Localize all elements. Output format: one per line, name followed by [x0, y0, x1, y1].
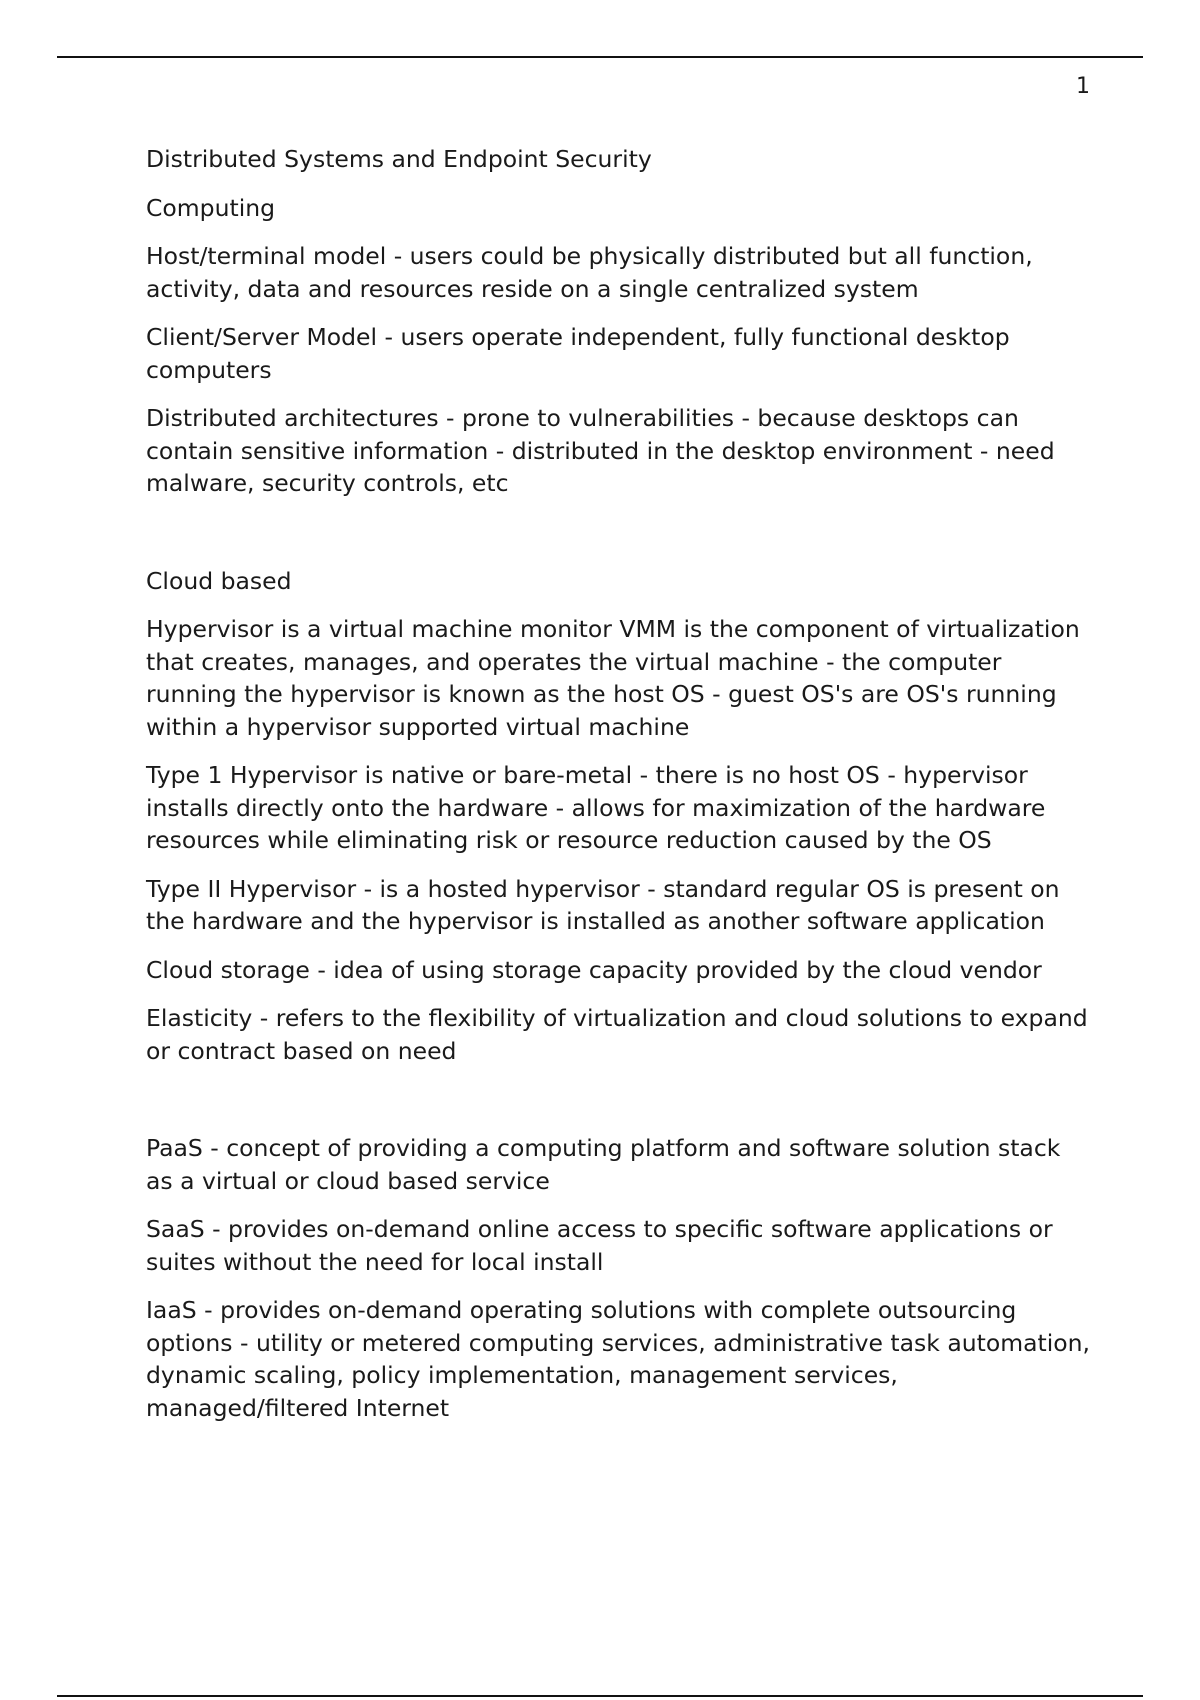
document-body: [146, 143, 1092, 1440]
paragraph-cloud-storage: Cloud storage - idea of using storage capacity provided by the cloud vendor: [146, 955, 1042, 984]
document-title: Distributed Systems and Endpoint Security: [146, 145, 652, 173]
paragraph-distributed-architectures: Distributed architectures - prone to vulnerabilities - because desktops can contain sensitive information - distributed in the desktop environment - need malware, security controls, etc: [146, 404, 1055, 497]
section-gap: [146, 1083, 1092, 1132]
paragraph-type-1-hypervisor: Type 1 Hypervisor is native or bare-metal - there is no host OS - hypervisor installs directly onto the hardware - allows for maximization of the hardware resources while eliminating risk or resource reduction caused by the OS: [146, 761, 1046, 854]
paragraph-client-server-model: Client/Server Model - users operate independent, fully functional desktop computers: [146, 323, 1010, 384]
section-gap: [146, 516, 1092, 565]
footer-rule: [57, 1695, 1143, 1697]
section-heading-cloud-based: Cloud based: [146, 566, 292, 595]
paragraph-elasticity: Elasticity - refers to the flexibility of virtualization and cloud solutions to expand or contract based on need: [146, 1004, 1088, 1065]
paragraph-hypervisor: Hypervisor is a virtual machine monitor VMM is the component of virtualization that creates, manages, and operates the virtual machine - the computer running the hypervisor is known as the host OS - guest OS's are OS's running within a hypervisor supported virtual machine: [146, 615, 1080, 741]
header-rule: [57, 56, 1143, 58]
paragraph-saas: SaaS - provides on-demand online access to specific software applications or suites without the need for local install: [146, 1215, 1053, 1276]
paragraph-type-2-hypervisor: Type II Hypervisor - is a hosted hypervisor - standard regular OS is present on the hardware and the hypervisor is installed as another software application: [146, 874, 1060, 935]
paragraph-paas: PaaS - concept of providing a computing platform and software solution stack as a virtual or cloud based service: [146, 1134, 1061, 1195]
paragraph-host-terminal-model: Host/terminal model - users could be physically distributed but all function, activity, data and resources reside on a single centralized system: [146, 242, 1033, 303]
section-heading-computing: Computing: [146, 193, 276, 222]
paragraph-iaas: IaaS - provides on-demand operating solutions with complete outsourcing options - utility or metered computing services, administrative task automation, dynamic scaling, policy implementation, management services, managed/filtered Internet: [146, 1296, 1091, 1422]
page-number: 1: [1076, 74, 1090, 99]
